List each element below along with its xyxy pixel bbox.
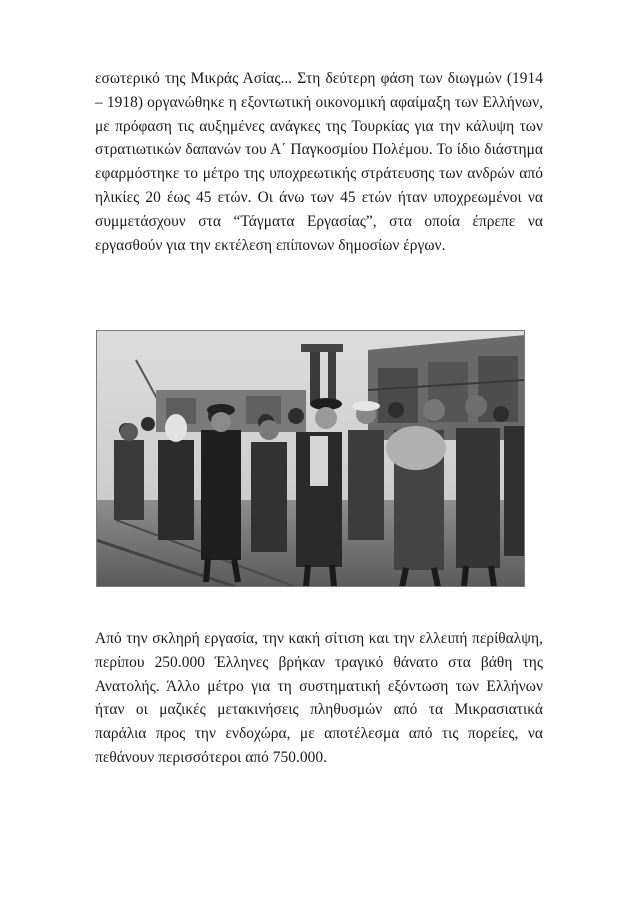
paragraph-2-text: Από την σκληρή εργασία, την κακή σίτιση και την ελλειπή περίθαλψη, περίπου 250.000 Έλληνες βρήκαν τραγικό θάνατο στα βάθη της Ανατολής. Άλλο μέτρο για τη συστηματική εξόντωση των Ελλήνων ήταν οι μαζικές μετακινήσεις πληθυσμών από τα Μικρασιατικά παράλια προς την ενδοχώρα, με αποτέλεσμα από τις πορείες, να πεθάνουν περισσότεροι από 750.000. <box>95 630 543 766</box>
text-paragraph-1 <box>95 67 543 257</box>
paragraph-1-text: εσωτερικό της Μικράς Ασίας... Στη δεύτερη φάση των διωγμών (1914 – 1918) οργανώθηκε η εξοντωτική οικονομική αφαίμαξη των Ελλήνων, με πρόφαση τις αυξημένες ανάγκες της Τουρκίας για την κάλυψη των στρατιωτικών δαπανών του Α΄ Παγκοσμίου Πολέμου. Το ίδιο διάστημα εφαρμόστηκε το μέτρο της υποχρεωτικής στράτευσης των ανδρών από ηλικίες 20 έως 45 ετών. Οι άνω των 45 ετών ήταν υποχρεωμένοι να συμμετάσχουν στα “Τάγματα Εργασίας”, στα οποία έπρεπε να εργασθούν για την εκτέλεση επίπονων δημοσίων έργων. <box>95 70 543 254</box>
photo-illustration <box>96 330 525 587</box>
historical-photo <box>96 330 525 587</box>
text-paragraph-2 <box>95 627 543 770</box>
